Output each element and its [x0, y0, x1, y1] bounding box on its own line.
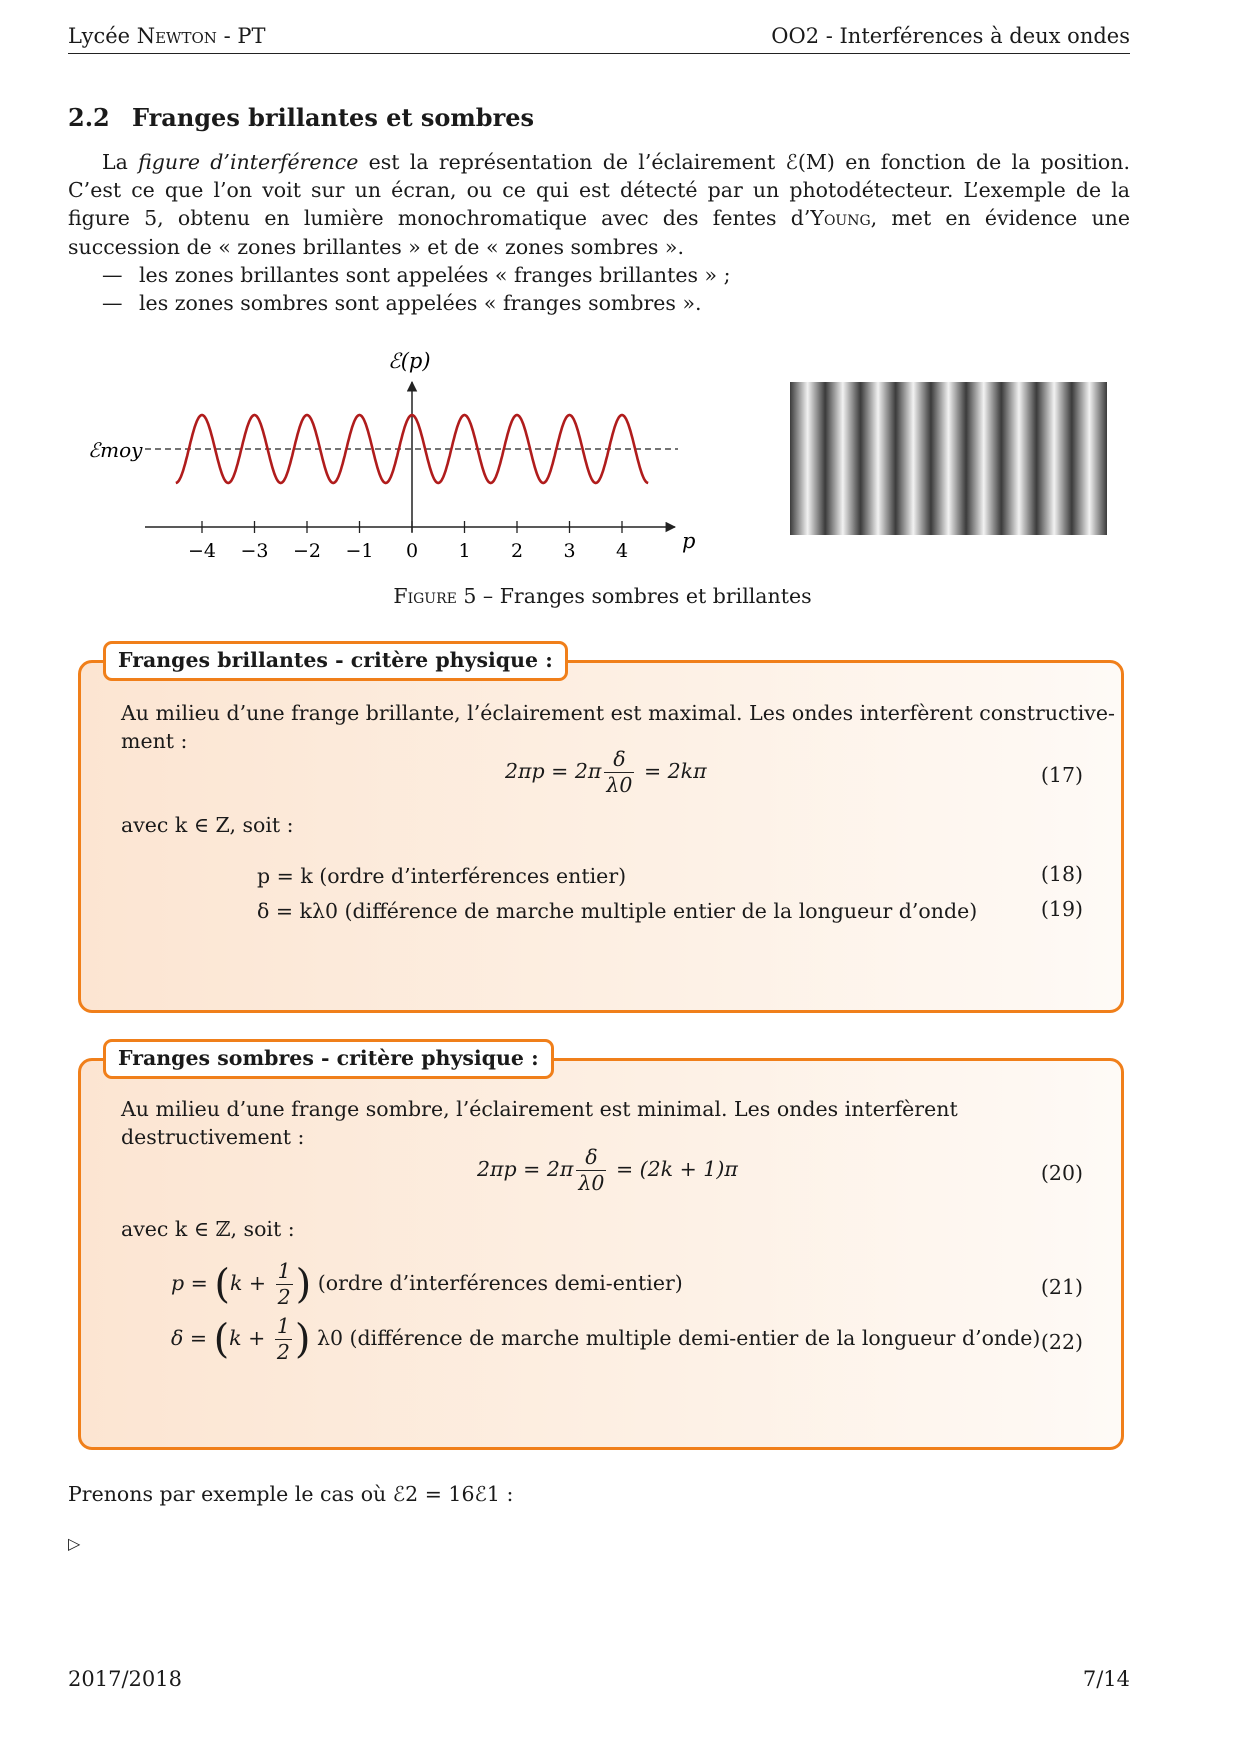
section-heading [68, 103, 534, 132]
dark-box-text: Au milieu d’une frange sombre, l’éclairement est minimal. Les ondes interfèrent destructivement : [121, 1097, 958, 1149]
equation-18-number: (18) [1040, 862, 1083, 886]
footer-year: 2017/2018 [68, 1667, 182, 1691]
x-tick-label: 4 [615, 540, 629, 562]
equation-17: 2πp = 2π $\frac{\delta}{\lambda 0}$ = 2kπ [505, 747, 707, 797]
bright-box-avec: avec k ∈ Z, soit : [121, 813, 294, 837]
x-tick-label: −4 [187, 540, 217, 562]
equation-20-number: (20) [1040, 1161, 1083, 1185]
list-item: — les zones brillantes sont appelées « franges brillantes » ; [102, 262, 731, 287]
x-tick-label: 0 [405, 540, 419, 562]
equation-19: δ = kλ0 (différence de marche multiple entier de la longueur d’onde) [257, 899, 978, 923]
equation-20: 2πp = 2π $\frac{\delta}{\lambda 0}$ = (2k + 1)π [477, 1145, 738, 1195]
section-title: Franges brillantes et sombres [132, 103, 535, 132]
equation-19-number: (19) [1040, 897, 1083, 921]
footer-page-number: 7/14 [1082, 1667, 1130, 1691]
closing-text: Prenons par exemple le cas où ℰ2 = 16ℰ1 : [68, 1482, 514, 1506]
bright-fringe-box [78, 648, 1124, 1013]
triangle-marker-icon: ▷ [68, 1534, 81, 1553]
equation-21: p = (k + $\frac{1}{2}$ ) (ordre d’interférences demi-entier) [171, 1259, 683, 1309]
equation-22: δ = (k + $\frac{1}{2}$ ) λ0 (différence de marche multiple demi-entier de la longueur d’onde) [171, 1314, 1041, 1364]
equation-21-number: (21) [1040, 1275, 1083, 1299]
dark-fringe-box [78, 1046, 1124, 1450]
dark-box-avec: avec k ∈ ℤ, soit : [121, 1217, 295, 1241]
equation-22-number: (22) [1040, 1330, 1083, 1354]
header-right: OO2 - Interférences à deux ondes [771, 24, 1130, 48]
x-tick-label: 3 [563, 540, 576, 562]
intro-paragraph [68, 148, 1130, 317]
x-axis-label: p [682, 529, 696, 553]
list-item: — les zones sombres sont appelées « franges sombres ». [102, 291, 702, 316]
bright-box-text-cont: ment : [121, 729, 188, 753]
x-tick-label: −2 [292, 540, 322, 562]
x-tick-label: −3 [240, 540, 269, 562]
fringe-pattern-image [790, 382, 1107, 535]
bright-box-title: Franges brillantes - critère physique : [103, 641, 568, 681]
figure-caption: Figure 5 – Franges sombres et brillantes [393, 584, 812, 608]
irradiance-chart [70, 340, 700, 570]
intro-text: La figure d’interférence est la représentation de l’éclairement ℰ(M) en fonction de la position. C’est ce que l’on voit sur un écran, ou ce qui est détecté par un photodétecteur. L’exemple de la figure 5, obtenu en lumière monochromatique avec des fentes d’Young, met en évidence une succession de « zones brillantes » et de « zones sombres ». [68, 150, 1130, 259]
mean-label: ℰmoy [88, 438, 143, 462]
x-tick-label: 2 [510, 540, 524, 562]
y-axis-label: ℰ(p) [388, 349, 431, 373]
equation-18: p = k (ordre d’interférences entier) [257, 864, 627, 888]
bright-box-text: Au milieu d’une frange brillante, l’éclairement est maximal. Les ondes interfèrent constructive- [121, 701, 1115, 725]
equation-17-number: (17) [1040, 763, 1083, 787]
x-tick-label: −1 [345, 540, 374, 562]
header-rule [68, 53, 1130, 54]
x-tick-label: 1 [458, 540, 471, 562]
section-number: 2.2 [68, 103, 110, 132]
dark-box-title: Franges sombres - critère physique : [103, 1039, 554, 1079]
header-left: Lycée Newton - PT [68, 24, 266, 48]
